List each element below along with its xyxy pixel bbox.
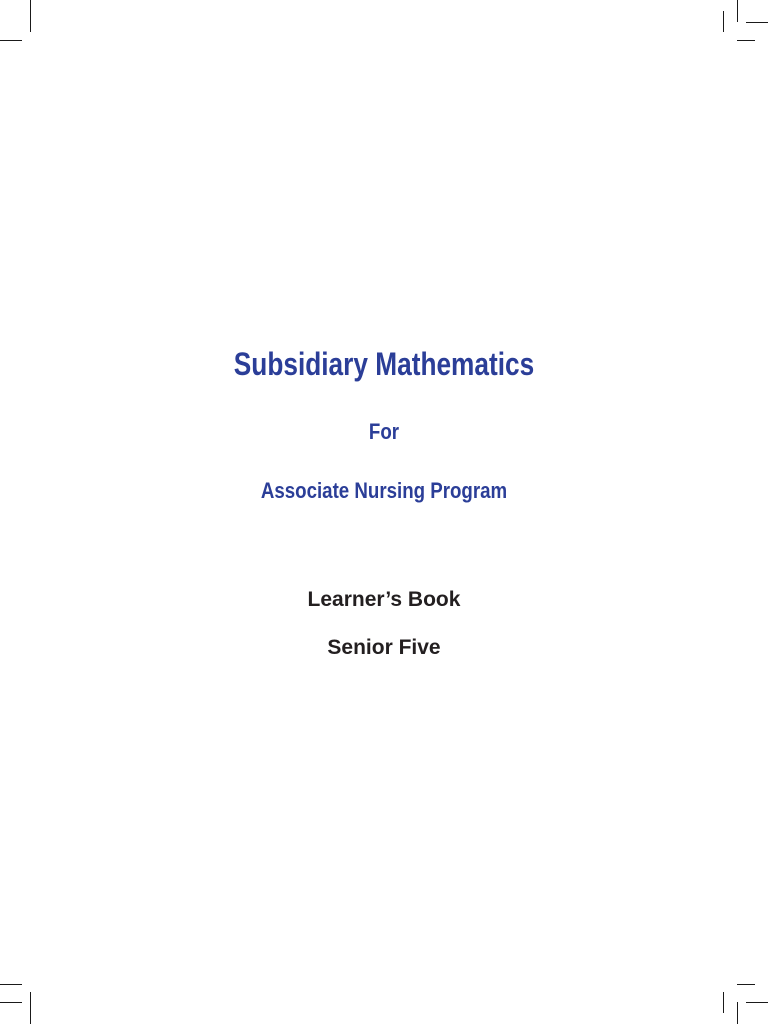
crop-mark-top-left-vertical <box>30 0 31 32</box>
crop-mark-top-right-horizontal-upper <box>746 22 768 23</box>
book-title: Subsidiary Mathematics <box>233 346 535 382</box>
crop-mark-top-right-vertical-inner <box>723 11 724 32</box>
program-name: Associate Nursing Program <box>260 478 508 503</box>
crop-mark-top-right-horizontal-lower <box>737 40 755 41</box>
for-label: For <box>368 419 400 444</box>
crop-mark-bottom-left-horizontal-upper <box>0 984 22 985</box>
crop-mark-bottom-right-vertical-inner <box>723 992 724 1013</box>
crop-mark-bottom-right-horizontal-upper <box>737 984 755 985</box>
crop-mark-bottom-right-horizontal-lower <box>746 1002 768 1003</box>
crop-mark-top-left-horizontal <box>0 40 22 41</box>
crop-mark-bottom-left-horizontal-lower <box>0 1002 22 1003</box>
book-type: Learner’s Book <box>307 588 461 611</box>
crop-mark-bottom-left-vertical <box>30 992 31 1024</box>
crop-mark-bottom-right-vertical-outer <box>737 1002 738 1024</box>
grade-level: Senior Five <box>327 636 441 659</box>
crop-mark-top-right-vertical-outer <box>737 0 738 22</box>
